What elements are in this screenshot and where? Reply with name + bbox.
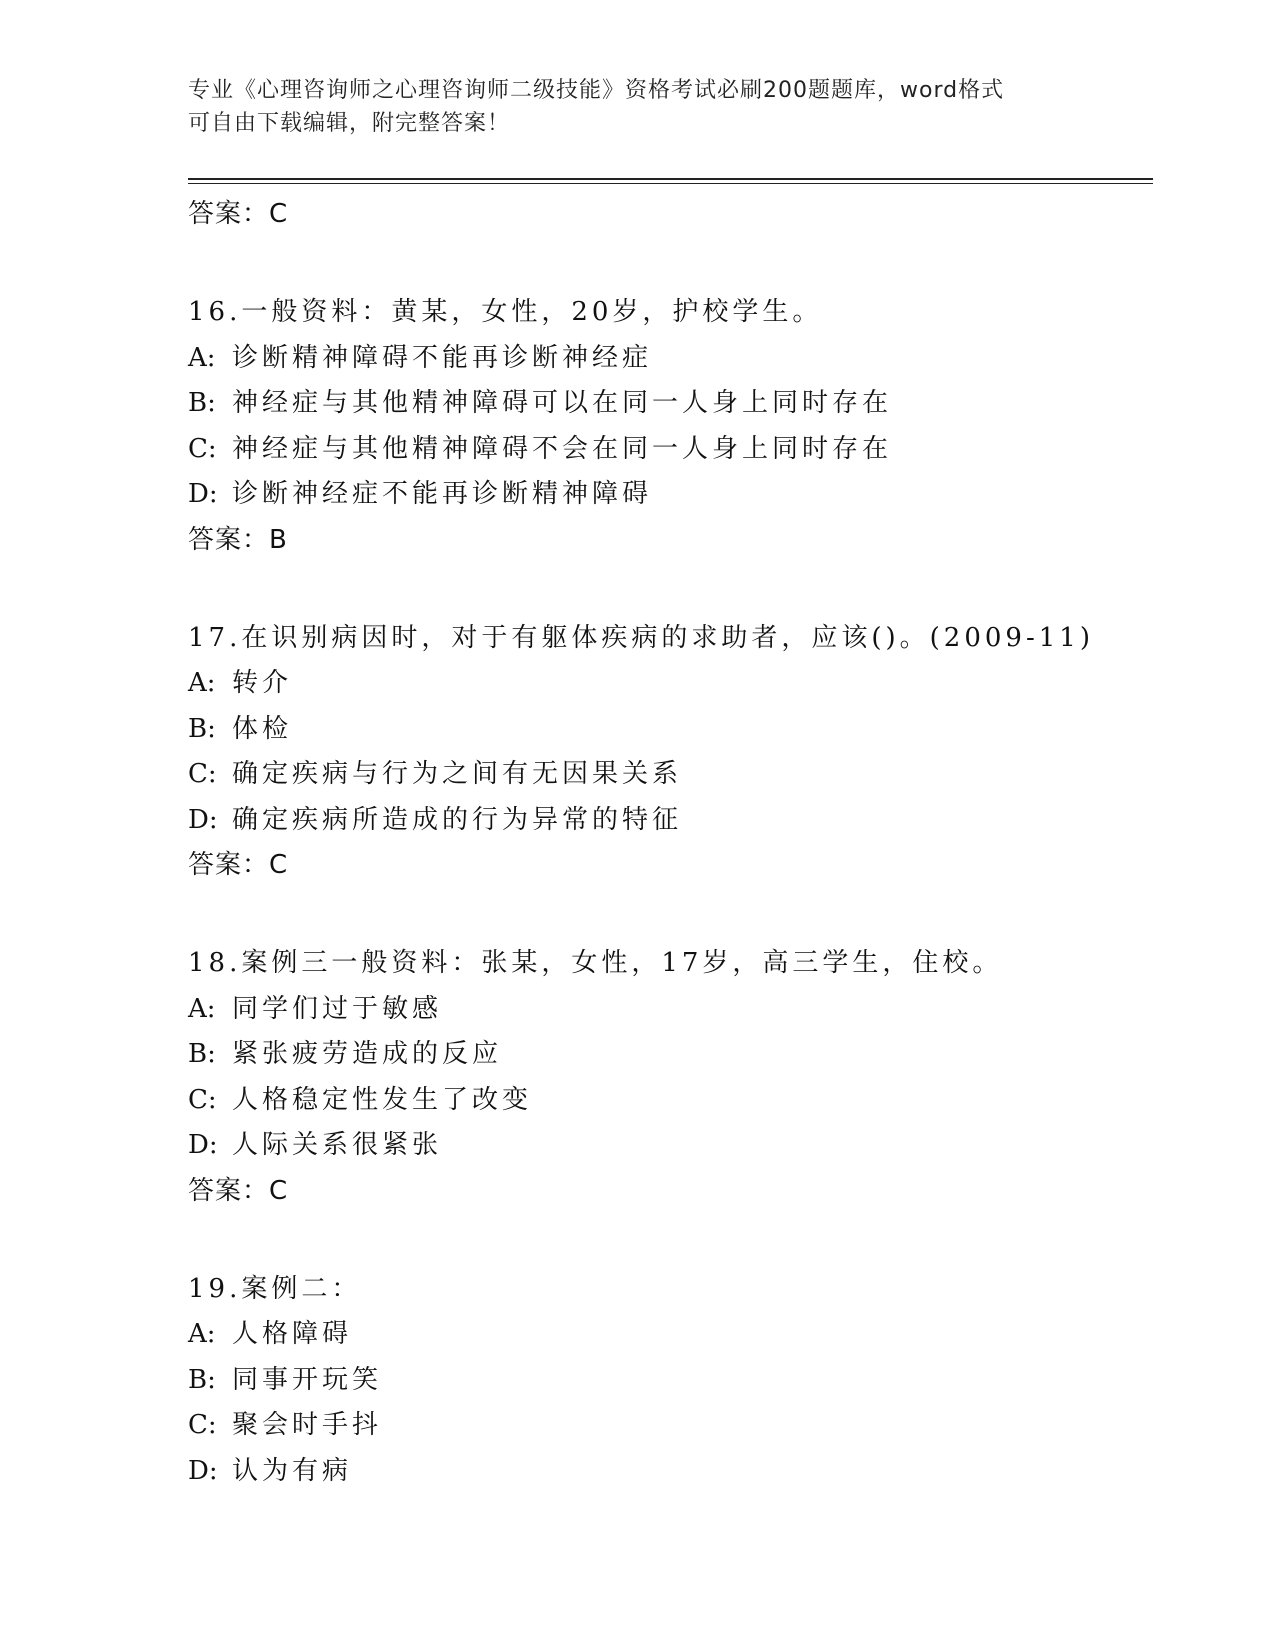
document-header	[188, 74, 1088, 140]
option-letter: C:	[188, 433, 217, 464]
option-letter: A:	[188, 342, 216, 373]
question-block-19	[188, 1267, 1148, 1495]
option-letter: D:	[188, 1455, 218, 1486]
question-stem: 18.案例三一般资料：张某，女性，17岁，高三学生，住校。	[188, 948, 1003, 978]
answer-line: 答案：C	[188, 850, 289, 880]
option-b	[188, 707, 1148, 753]
spacer	[188, 563, 1148, 616]
option-text: 确定疾病与行为之间有无因果关系	[232, 759, 683, 789]
option-b	[188, 1032, 1148, 1078]
option-letter: B:	[188, 713, 216, 744]
header-line-1: 专业《心理咨询师之心理咨询师二级技能》资格考试必刷200题题库，word格式	[188, 78, 1005, 103]
option-letter: D:	[188, 479, 218, 509]
option-text: 人格障碍	[232, 1319, 353, 1349]
answer-line: 答案：C	[188, 1175, 289, 1206]
option-d	[188, 1123, 1148, 1169]
option-b	[188, 381, 1148, 427]
option-letter: C:	[188, 1084, 217, 1115]
option-letter: B:	[188, 388, 216, 418]
spacer	[188, 237, 1148, 290]
option-a	[188, 661, 1148, 707]
option-a	[188, 1312, 1148, 1358]
option-b	[188, 1358, 1148, 1404]
option-d	[188, 1449, 1148, 1495]
option-c	[188, 1078, 1148, 1124]
option-text: 诊断神经症不能再诊断精神障碍	[232, 479, 653, 509]
header-line-2: 可自由下载编辑，附完整答案！	[188, 111, 511, 136]
question-stem: 17.在识别病因时，对于有躯体疾病的求助者，应该()。(2009-11)	[188, 622, 1094, 653]
answer-line: 答案：C	[188, 199, 289, 229]
spacer	[188, 1214, 1148, 1267]
option-c	[188, 1403, 1148, 1449]
question-block-17	[188, 616, 1148, 889]
question-stem: 19.案例二：	[188, 1273, 362, 1304]
option-letter: D:	[188, 1130, 218, 1160]
option-letter: C:	[188, 1410, 217, 1440]
option-letter: A:	[188, 668, 216, 698]
option-text: 转介	[232, 668, 293, 698]
option-text: 神经症与其他精神障碍不会在同一人身上同时存在	[232, 433, 893, 464]
option-text: 人际关系很紧张	[232, 1130, 443, 1160]
option-a	[188, 987, 1148, 1033]
option-c	[188, 427, 1148, 473]
option-a	[188, 336, 1148, 382]
question-list	[188, 192, 1148, 1494]
option-text: 诊断精神障碍不能再诊断神经症	[232, 342, 653, 373]
option-text: 同学们过于敏感	[232, 993, 443, 1024]
option-text: 聚会时手抖	[232, 1410, 383, 1440]
option-text: 同事开玩笑	[232, 1364, 383, 1395]
answer-line: 答案：B	[188, 524, 288, 555]
question-block-16	[188, 290, 1148, 563]
option-letter: D:	[188, 804, 218, 835]
option-letter: B:	[188, 1039, 216, 1069]
header-divider-thin	[188, 183, 1153, 184]
option-text: 体检	[232, 713, 293, 744]
option-text: 人格稳定性发生了改变	[232, 1084, 533, 1115]
question-block-18	[188, 941, 1148, 1214]
option-d	[188, 798, 1148, 844]
spacer	[188, 888, 1148, 941]
option-letter: C:	[188, 759, 217, 789]
option-text: 认为有病	[232, 1455, 353, 1486]
header-divider-thick	[188, 178, 1153, 180]
question-stem: 16.一般资料：黄某，女性，20岁，护校学生。	[188, 297, 823, 327]
option-letter: A:	[188, 993, 216, 1024]
option-text: 神经症与其他精神障碍可以在同一人身上同时存在	[232, 388, 893, 418]
option-letter: B:	[188, 1364, 216, 1395]
option-d	[188, 472, 1148, 518]
option-text: 紧张疲劳造成的反应	[232, 1039, 503, 1069]
option-text: 确定疾病所造成的行为异常的特征	[232, 804, 683, 835]
option-c	[188, 752, 1148, 798]
option-letter: A:	[188, 1319, 216, 1349]
